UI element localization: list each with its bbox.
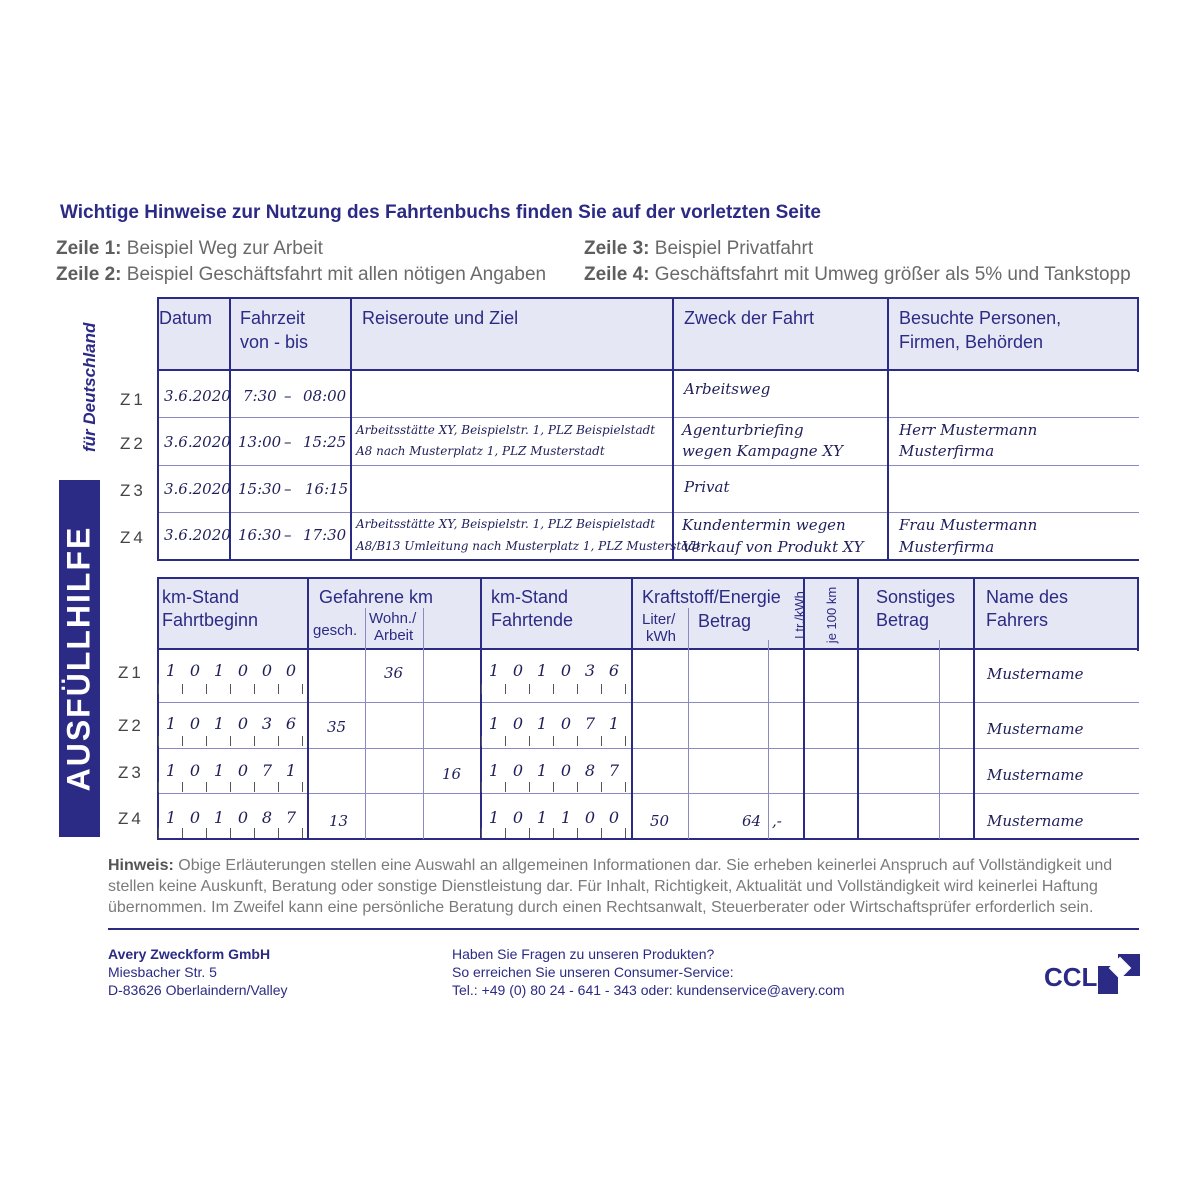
rule bbox=[157, 577, 159, 840]
rule bbox=[158, 465, 1139, 466]
company-street: Miesbacher Str. 5 bbox=[108, 964, 217, 980]
digit: 1 bbox=[560, 808, 572, 827]
digit: 1 bbox=[213, 661, 225, 680]
bis-cell: 15:25 bbox=[303, 433, 347, 451]
col-header-kwh: kWh bbox=[646, 628, 676, 645]
rule bbox=[631, 577, 633, 840]
col-header-personen-sub: Firmen, Behörden bbox=[899, 332, 1044, 352]
digit: 0 bbox=[237, 808, 249, 827]
datum-cell: 3.6.2020 bbox=[164, 526, 231, 544]
dash: – bbox=[284, 480, 292, 498]
col-header-gesch: gesch. bbox=[313, 622, 358, 639]
route-cell-2: A8 nach Musterplatz 1, PLZ Musterstadt bbox=[356, 444, 605, 458]
digit-ticks bbox=[158, 782, 326, 792]
driver-name-cell: Mustername bbox=[987, 665, 1084, 683]
driver-name-cell: Mustername bbox=[987, 720, 1084, 738]
rule bbox=[158, 793, 1139, 794]
digit: 0 bbox=[237, 661, 249, 680]
zweck-cell: Arbeitsweg bbox=[684, 380, 771, 398]
digit: 1 bbox=[488, 661, 500, 680]
personen-cell-2: Musterfirma bbox=[899, 442, 995, 460]
service-question: Haben Sie Fragen zu unseren Produkten? bbox=[452, 946, 715, 962]
rule bbox=[158, 369, 1139, 371]
rule bbox=[158, 577, 1139, 579]
col-header-ltr-kwh: Ltr./kWh bbox=[791, 591, 807, 639]
datum-cell: 3.6.2020 bbox=[164, 433, 231, 451]
rule bbox=[365, 608, 366, 839]
bis-cell: 08:00 bbox=[303, 387, 347, 405]
zeile-3-key: Zeile 3: bbox=[584, 238, 650, 259]
rule bbox=[158, 648, 1139, 650]
gesch-km-cell: 13 bbox=[329, 812, 349, 830]
bis-cell: 16:15 bbox=[305, 480, 349, 498]
route-cell-2: A8/B13 Umleitung nach Musterplatz 1, PLZ Musterstadt bbox=[356, 539, 701, 553]
digit: 0 bbox=[512, 714, 524, 733]
col-header-kmstand-ende-sub: Fahrtende bbox=[491, 610, 574, 630]
wohn-km-cell: 36 bbox=[384, 664, 404, 682]
digit: 1 bbox=[165, 808, 177, 827]
company-city: D-83626 Oberlaindern/Valley bbox=[108, 982, 288, 998]
digit: 0 bbox=[560, 761, 572, 780]
digit: 0 bbox=[237, 761, 249, 780]
col-header-kraftstoff: Kraftstoff/Energie bbox=[642, 587, 781, 607]
zeile-2-key: Zeile 2: bbox=[56, 264, 122, 285]
personen-cell: Herr Mustermann bbox=[899, 421, 1038, 439]
zweck-cell: Kundentermin wegen bbox=[682, 516, 846, 534]
rule bbox=[307, 577, 309, 840]
digit: 1 bbox=[213, 808, 225, 827]
digit: 1 bbox=[536, 661, 548, 680]
km-end-digits bbox=[482, 661, 626, 680]
digit: 0 bbox=[285, 661, 297, 680]
von-cell: 16:30 bbox=[238, 526, 282, 544]
rule bbox=[158, 417, 1139, 418]
digit: 1 bbox=[165, 661, 177, 680]
digit: 7 bbox=[608, 761, 620, 780]
col-header-zweck: Zweck der Fahrt bbox=[684, 308, 815, 328]
col-header-sonstiges: Sonstiges bbox=[876, 587, 956, 607]
km-start-digits bbox=[159, 761, 303, 780]
rule bbox=[158, 748, 1139, 749]
rule bbox=[1137, 297, 1139, 372]
col-header-arbeit: Arbeit bbox=[374, 627, 414, 644]
col-header-je-100km: je 100 km bbox=[824, 586, 840, 644]
rule bbox=[887, 297, 889, 561]
zweck-cell-2: wegen Kampagne XY bbox=[682, 442, 844, 460]
digit: 3 bbox=[584, 661, 596, 680]
digit-ticks bbox=[481, 684, 649, 694]
km-end-digits bbox=[482, 761, 626, 780]
digit: 1 bbox=[165, 714, 177, 733]
datum-cell: 3.6.2020 bbox=[164, 480, 231, 498]
digit: 1 bbox=[536, 808, 548, 827]
gesch-km-cell: 35 bbox=[327, 718, 347, 736]
digit: 0 bbox=[189, 714, 201, 733]
betrag-cell: 64 bbox=[742, 812, 762, 830]
digit: 1 bbox=[213, 761, 225, 780]
route-cell: Arbeitsstätte XY, Beispielstr. 1, PLZ Beispielstadt bbox=[356, 517, 656, 531]
ccl-logo-text: CCL bbox=[1044, 962, 1098, 992]
digit: 7 bbox=[285, 808, 297, 827]
zweck-cell: Privat bbox=[684, 478, 730, 496]
row-label: Z3 bbox=[118, 763, 144, 782]
digit: 1 bbox=[488, 714, 500, 733]
digit-ticks bbox=[158, 684, 326, 694]
rule bbox=[672, 297, 674, 561]
digit: 0 bbox=[189, 661, 201, 680]
zeile-1-note bbox=[56, 238, 323, 260]
col-header-fahrzeit-sub: von - bis bbox=[240, 332, 309, 352]
sidebar-label: AUSFÜLLHILFE bbox=[60, 525, 97, 792]
dash: – bbox=[284, 526, 292, 544]
personen-cell: Frau Mustermann bbox=[899, 516, 1038, 534]
rule bbox=[158, 559, 1139, 561]
col-header-kmstand-ende: km-Stand bbox=[491, 587, 569, 607]
row-label: Z1 bbox=[118, 663, 144, 682]
datum-cell: 3.6.2020 bbox=[164, 387, 231, 405]
rule bbox=[423, 608, 424, 839]
col-header-kmstand-beginn: km-Stand bbox=[162, 587, 240, 607]
rule bbox=[350, 297, 352, 561]
col-header-fahrzeit: Fahrzeit bbox=[240, 308, 306, 328]
zeile-1-text: Beispiel Weg zur Arbeit bbox=[126, 238, 323, 259]
zeile-2-text: Beispiel Geschäftsfahrt mit allen nötigen Angaben bbox=[126, 264, 547, 285]
km-start-digits bbox=[159, 661, 303, 680]
col-header-liter: Liter/ bbox=[642, 611, 676, 628]
wohn-km-cell: 16 bbox=[442, 765, 462, 783]
row-label: Z2 bbox=[120, 434, 146, 453]
dash: – bbox=[284, 433, 292, 451]
digit: 1 bbox=[213, 714, 225, 733]
von-cell: 7:30 bbox=[243, 387, 277, 405]
zeile-3-text: Beispiel Privatfahrt bbox=[654, 238, 814, 259]
rule bbox=[857, 577, 859, 840]
digit: 6 bbox=[285, 714, 297, 733]
digit: 1 bbox=[285, 761, 297, 780]
disclaimer-key: Hinweis: bbox=[108, 857, 174, 874]
zweck-cell: Agenturbriefing bbox=[682, 421, 804, 439]
zeile-3-note bbox=[584, 238, 813, 260]
rule bbox=[158, 838, 1139, 840]
zeile-2-note bbox=[56, 264, 546, 286]
rule bbox=[1137, 577, 1139, 651]
rule bbox=[158, 702, 1139, 703]
km-start-digits bbox=[159, 714, 303, 733]
rule bbox=[158, 512, 1139, 513]
digit: 7 bbox=[584, 714, 596, 733]
driver-name-cell: Mustername bbox=[987, 812, 1084, 830]
driver-name-cell: Mustername bbox=[987, 766, 1084, 784]
col-header-route: Reiseroute und Ziel bbox=[362, 308, 519, 328]
betrag-cent-cell: ,- bbox=[772, 812, 782, 830]
digit: 0 bbox=[237, 714, 249, 733]
digit-ticks bbox=[481, 828, 649, 838]
col-header-kmstand-beginn-sub: Fahrtbeginn bbox=[162, 610, 259, 630]
digit: 0 bbox=[560, 661, 572, 680]
page-title: Wichtige Hinweise zur Nutzung des Fahrtenbuchs finden Sie auf der vorletzten Seite bbox=[60, 202, 821, 223]
rule bbox=[158, 297, 1139, 299]
digit: 0 bbox=[512, 808, 524, 827]
digit: 8 bbox=[261, 808, 273, 827]
digit: 0 bbox=[189, 761, 201, 780]
digit: 0 bbox=[261, 661, 273, 680]
digit: 3 bbox=[261, 714, 273, 733]
zweck-cell-2: Verkauf von Produkt XY bbox=[682, 538, 864, 556]
bis-cell: 17:30 bbox=[303, 526, 347, 544]
digit-ticks bbox=[158, 828, 326, 838]
digit: 1 bbox=[488, 761, 500, 780]
digit: 7 bbox=[261, 761, 273, 780]
dash: – bbox=[284, 387, 292, 405]
digit: 0 bbox=[560, 714, 572, 733]
service-contact: Tel.: +49 (0) 80 24 - 641 - 343 oder: kundenservice@avery.com bbox=[452, 982, 845, 998]
zeile-4-text: Geschäftsfahrt mit Umweg größer als 5% und Tankstopp bbox=[654, 264, 1131, 285]
disclaimer-text: Obige Erläuterungen stellen eine Auswahl an allgemeinen Informationen dar. Sie erheben keinerlei Anspruch auf Vollständigkeit und stellen keine Auskunft, Beratung oder sonstige Dienstleistung dar. Für Inhalt, Richtigkeit, Aktualität und Vollständigkeit wird keinerlei Haftung übernommen. Im Zweifel kann eine persönliche Beratung durch einen Rechtsanwalt, Steuerberater oder Wirtschaftsprüfer erforderlich sein. bbox=[108, 857, 1113, 916]
row-label: Z2 bbox=[118, 716, 144, 735]
rule bbox=[480, 577, 482, 840]
km-start-digits bbox=[159, 808, 303, 827]
col-header-wohn: Wohn./ bbox=[369, 610, 417, 627]
zeile-4-key: Zeile 4: bbox=[584, 264, 650, 285]
service-reach: So erreichen Sie unseren Consumer-Service: bbox=[452, 964, 734, 980]
digit-ticks bbox=[481, 736, 649, 746]
km-end-digits bbox=[482, 808, 626, 827]
digit: 0 bbox=[608, 808, 620, 827]
col-header-datum: Datum bbox=[159, 308, 213, 328]
digit-ticks bbox=[158, 736, 326, 746]
liter-cell: 50 bbox=[650, 812, 670, 830]
rule bbox=[157, 297, 159, 561]
row-label: Z4 bbox=[118, 809, 144, 828]
col-header-gefahrene-km: Gefahrene km bbox=[319, 587, 434, 607]
col-header-betrag: Betrag bbox=[698, 611, 752, 631]
zeile-4-note bbox=[584, 264, 1131, 286]
digit: 8 bbox=[584, 761, 596, 780]
km-end-digits bbox=[482, 714, 626, 733]
ccl-logo-icon bbox=[1098, 954, 1140, 996]
digit: 1 bbox=[165, 761, 177, 780]
digit: 0 bbox=[512, 761, 524, 780]
zeile-1-key: Zeile 1: bbox=[56, 238, 122, 259]
digit: 1 bbox=[536, 761, 548, 780]
personen-cell-2: Musterfirma bbox=[899, 538, 995, 556]
company-name: Avery Zweckform GmbH bbox=[108, 946, 271, 962]
digit-ticks bbox=[481, 782, 649, 792]
route-cell: Arbeitsstätte XY, Beispielstr. 1, PLZ Beispielstadt bbox=[356, 423, 656, 437]
rule bbox=[229, 297, 231, 561]
digit: 0 bbox=[189, 808, 201, 827]
digit: 0 bbox=[584, 808, 596, 827]
row-label: Z1 bbox=[120, 390, 146, 409]
digit: 1 bbox=[488, 808, 500, 827]
col-header-name-sub: Fahrers bbox=[986, 610, 1049, 630]
rule bbox=[688, 608, 689, 839]
digit: 1 bbox=[608, 714, 620, 733]
row-label: Z4 bbox=[120, 528, 146, 547]
row-label: Z3 bbox=[120, 481, 146, 500]
digit: 0 bbox=[512, 661, 524, 680]
col-header-name: Name des bbox=[986, 587, 1069, 607]
rule bbox=[768, 640, 769, 839]
digit: 6 bbox=[608, 661, 620, 680]
disclaimer-note bbox=[108, 855, 1148, 918]
rule bbox=[973, 577, 975, 840]
von-cell: 13:00 bbox=[238, 433, 282, 451]
footer-divider bbox=[108, 928, 1139, 930]
von-cell: 15:30 bbox=[238, 480, 282, 498]
sidebar-subtitle: für Deutschland bbox=[80, 322, 99, 452]
col-header-personen: Besuchte Personen, bbox=[899, 308, 1062, 328]
col-header-sonstiges-betrag: Betrag bbox=[876, 610, 930, 630]
rule bbox=[939, 640, 940, 839]
sidebar-label-box bbox=[59, 480, 100, 837]
digit: 1 bbox=[536, 714, 548, 733]
